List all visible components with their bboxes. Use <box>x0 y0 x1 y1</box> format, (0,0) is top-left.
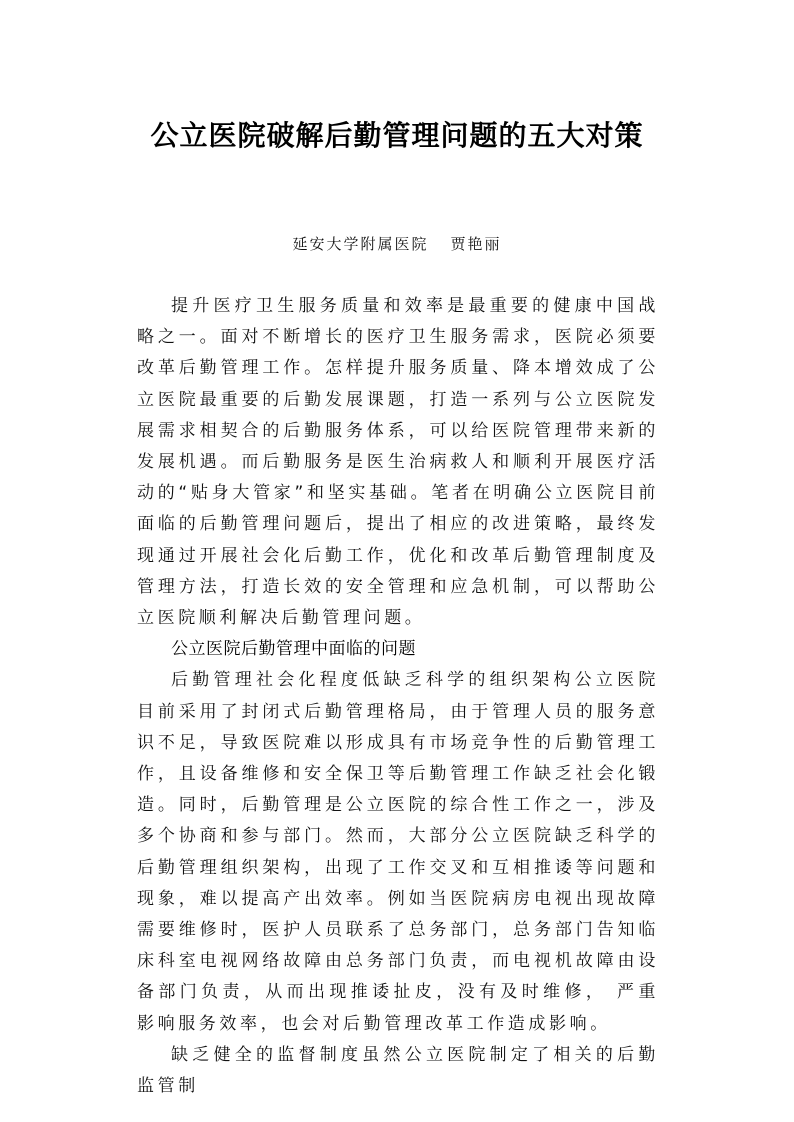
section-heading: 公立医院后勤管理中面临的问题 <box>171 639 416 660</box>
paragraph-intro: 提升医疗卫生服务质量和效率是最重要的健康中国战略之一。面对不断增长的医疗卫生服务需求，医院必须要改革后勤管理工作。怎样提升服务质量、降本增效成了公立医院最重要的后勤发展课题，打造一系列与公立医院发展需求相契合的后勤服务体系，可以给医院管理带来新的发展机遇。而后勤服务是医生治病救人和顺利开展医疗活动的“贴身大管家”和坚实基础。笔者在明确公立医院目前面临的后勤管理问题后，提出了相应的改进策略，最终发现通过开展社会化后勤工作，优化和改革后勤管理制度及管理方法，打造长效的安全管理和应急机制，可以帮助公立医院顺利解决后勤管理问题。 <box>137 296 659 629</box>
document-body <box>137 291 659 1102</box>
author-name: 贾艳丽 <box>450 235 502 253</box>
paragraph-socialization: 后勤管理社会化程度低缺乏科学的组织架构公立医院目前采用了封闭式后勤管理格局，由于管理人员的服务意识不足，导致医院难以形成具有市场竞争性的后勤管理工作，且设备维修和安全保卫等后勤管理工作缺乏社会化锻造。同时，后勤管理是公立医院的综合性工作之一，涉及多个协商和参与部门。然而，大部分公立医院缺乏科学的后勤管理组织架构，出现了工作交叉和互相推诿等问题和现象，难以提高产出效率。例如当医院病房电视出现故障需要维修时，医护人员联系了总务部门，总务部门告知临床科室电视网络故障由总务部门负责，而电视机故障由设备部门负责，从而出现推诿扯皮，没有及时维修， 严重影响服务效率，也会对后勤管理改革工作造成影响。 <box>137 670 659 1034</box>
paragraph-supervision: 缺乏健全的监督制度虽然公立医院制定了相关的后勤监管制 <box>137 1044 659 1097</box>
document-title: 公立医院破解后勤管理问题的五大对策 <box>150 119 644 152</box>
author-affiliation: 延安大学附属医院 <box>292 235 429 253</box>
author-line <box>0 232 794 256</box>
